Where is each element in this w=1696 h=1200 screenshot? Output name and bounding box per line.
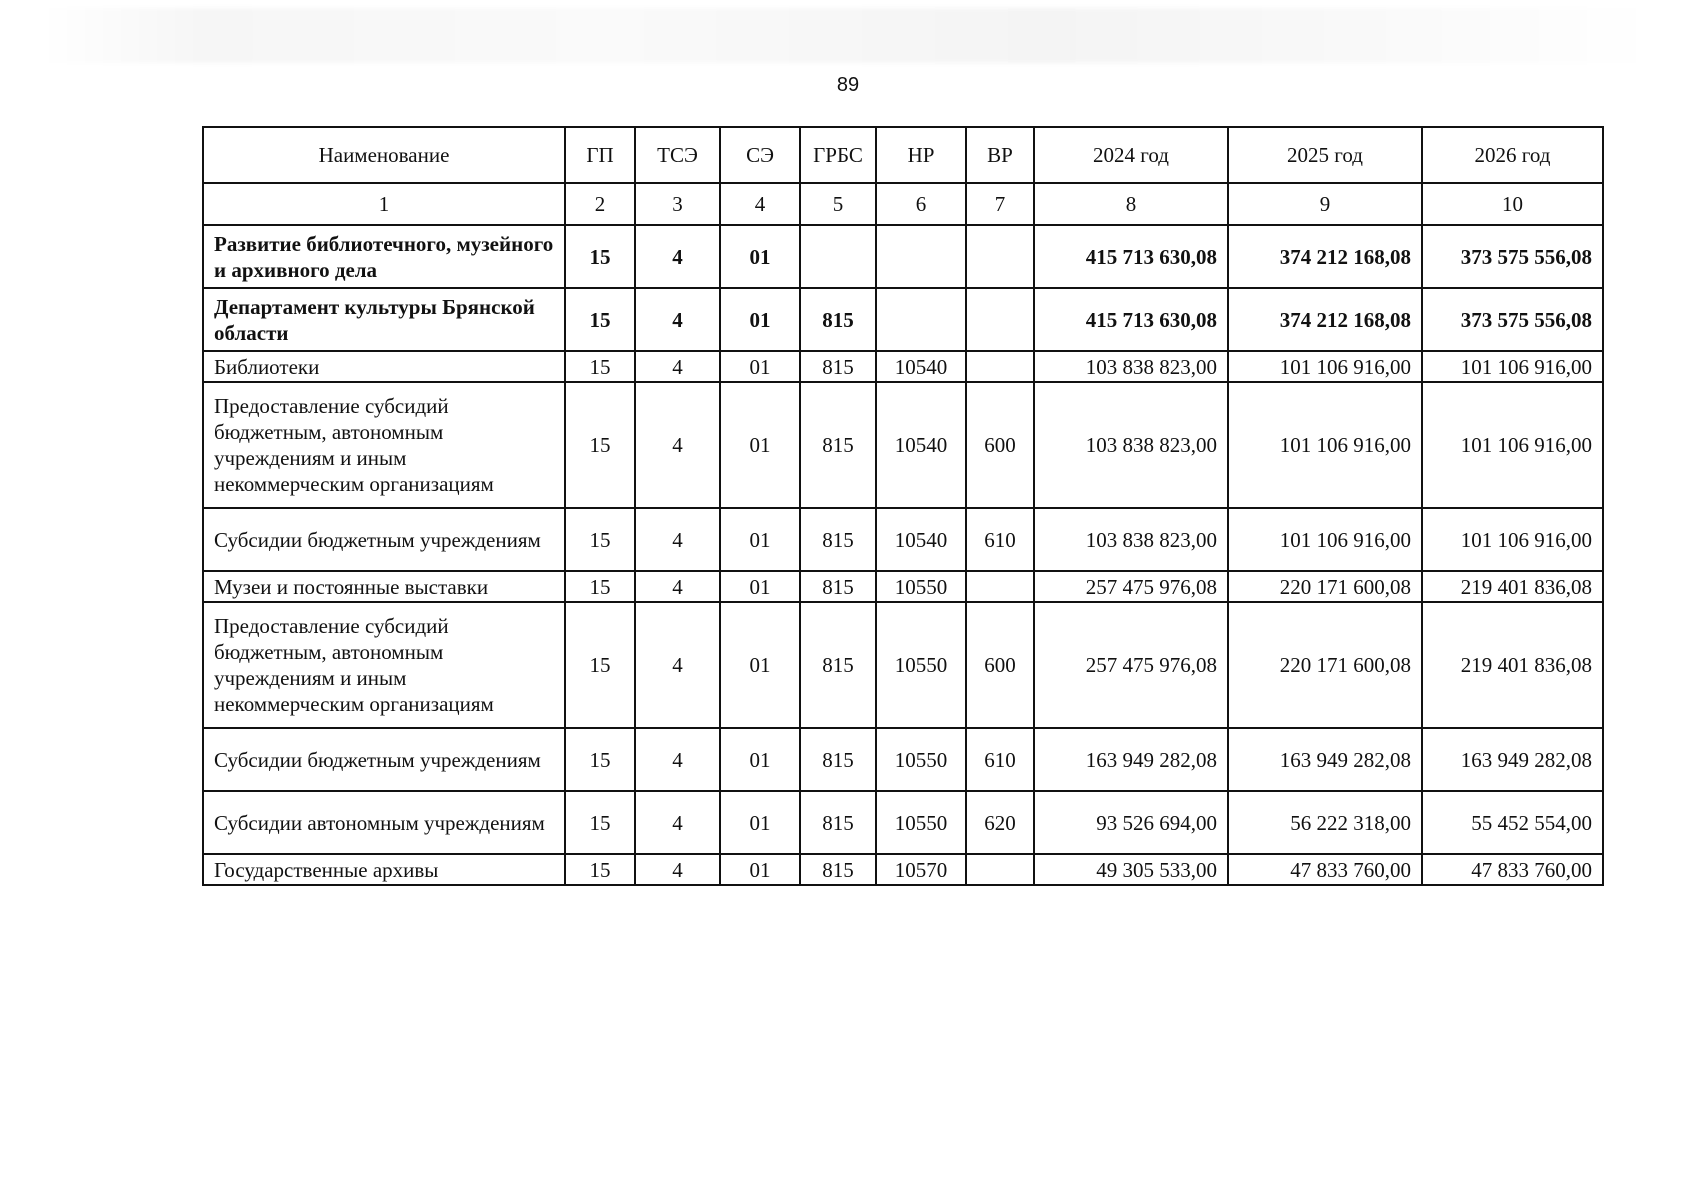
table-row — [203, 728, 1603, 791]
row-nr: 10540 — [876, 351, 966, 382]
page-number: 89 — [836, 74, 860, 96]
row-grbs: 815 — [800, 728, 876, 791]
row-vr: 610 — [966, 728, 1034, 791]
row-amount-2025: 101 106 916,00 — [1228, 351, 1422, 382]
table-row — [203, 382, 1603, 508]
row-grbs: 815 — [800, 791, 876, 854]
row-tse: 4 — [635, 508, 720, 571]
row-grbs: 815 — [800, 351, 876, 382]
row-amount-2025: 374 212 168,08 — [1228, 225, 1422, 288]
row-se: 01 — [720, 728, 800, 791]
row-vr: 610 — [966, 508, 1034, 571]
row-grbs: 815 — [800, 854, 876, 885]
row-nr — [876, 225, 966, 288]
row-amount-2025: 101 106 916,00 — [1228, 382, 1422, 508]
header-2025: 2025 год — [1228, 127, 1422, 183]
row-vr — [966, 225, 1034, 288]
header-nr: НР — [876, 127, 966, 183]
row-vr — [966, 288, 1034, 351]
column-number: 5 — [800, 183, 876, 225]
row-se: 01 — [720, 351, 800, 382]
row-amount-2024: 103 838 823,00 — [1034, 351, 1228, 382]
row-amount-2025: 101 106 916,00 — [1228, 508, 1422, 571]
row-vr — [966, 351, 1034, 382]
column-number: 2 — [565, 183, 635, 225]
row-amount-2026: 101 106 916,00 — [1422, 382, 1603, 508]
row-gp: 15 — [565, 791, 635, 854]
row-amount-2024: 257 475 976,08 — [1034, 602, 1228, 728]
row-name: Департамент культуры Брянской области — [203, 288, 565, 351]
row-amount-2025: 220 171 600,08 — [1228, 571, 1422, 602]
row-nr: 10550 — [876, 602, 966, 728]
row-amount-2024: 103 838 823,00 — [1034, 508, 1228, 571]
header-row — [203, 127, 1603, 183]
row-name: Музеи и постоянные выставки — [203, 571, 565, 602]
row-se: 01 — [720, 288, 800, 351]
header-grbs: ГРБС — [800, 127, 876, 183]
row-nr: 10550 — [876, 571, 966, 602]
row-amount-2025: 374 212 168,08 — [1228, 288, 1422, 351]
table-row — [203, 791, 1603, 854]
row-nr: 10570 — [876, 854, 966, 885]
row-amount-2024: 257 475 976,08 — [1034, 571, 1228, 602]
row-gp: 15 — [565, 854, 635, 885]
row-amount-2024: 93 526 694,00 — [1034, 791, 1228, 854]
row-tse: 4 — [635, 225, 720, 288]
row-se: 01 — [720, 602, 800, 728]
table-row — [203, 602, 1603, 728]
row-vr: 600 — [966, 602, 1034, 728]
row-grbs: 815 — [800, 288, 876, 351]
row-name: Субсидии автономным учреждениям — [203, 791, 565, 854]
row-amount-2026: 47 833 760,00 — [1422, 854, 1603, 885]
budget-table — [202, 126, 1604, 886]
row-grbs: 815 — [800, 602, 876, 728]
row-gp: 15 — [565, 728, 635, 791]
row-amount-2024: 415 713 630,08 — [1034, 288, 1228, 351]
row-se: 01 — [720, 791, 800, 854]
table-row — [203, 571, 1603, 602]
row-vr — [966, 571, 1034, 602]
row-tse: 4 — [635, 728, 720, 791]
row-name: Предоставление субсидий бюджетным, автономным учреждениям и иным некоммерческим организациям — [203, 382, 565, 508]
column-number: 4 — [720, 183, 800, 225]
table-row — [203, 351, 1603, 382]
header-name: Наименование — [203, 127, 565, 183]
row-se: 01 — [720, 571, 800, 602]
header-vr: ВР — [966, 127, 1034, 183]
row-se: 01 — [720, 854, 800, 885]
row-amount-2026: 101 106 916,00 — [1422, 508, 1603, 571]
row-grbs: 815 — [800, 382, 876, 508]
row-se: 01 — [720, 508, 800, 571]
row-amount-2024: 163 949 282,08 — [1034, 728, 1228, 791]
row-nr: 10540 — [876, 382, 966, 508]
row-amount-2026: 219 401 836,08 — [1422, 571, 1603, 602]
column-number: 6 — [876, 183, 966, 225]
row-amount-2026: 219 401 836,08 — [1422, 602, 1603, 728]
header-gp: ГП — [565, 127, 635, 183]
row-vr: 600 — [966, 382, 1034, 508]
table-row — [203, 225, 1603, 288]
row-tse: 4 — [635, 571, 720, 602]
column-number: 8 — [1034, 183, 1228, 225]
column-number: 9 — [1228, 183, 1422, 225]
row-name: Развитие библиотечного, музейного и архивного дела — [203, 225, 565, 288]
row-nr — [876, 288, 966, 351]
row-name: Субсидии бюджетным учреждениям — [203, 508, 565, 571]
row-nr: 10550 — [876, 791, 966, 854]
header-2026: 2026 год — [1422, 127, 1603, 183]
row-amount-2026: 55 452 554,00 — [1422, 791, 1603, 854]
header-2024: 2024 год — [1034, 127, 1228, 183]
row-amount-2024: 103 838 823,00 — [1034, 382, 1228, 508]
row-gp: 15 — [565, 508, 635, 571]
row-gp: 15 — [565, 382, 635, 508]
row-amount-2026: 163 949 282,08 — [1422, 728, 1603, 791]
row-tse: 4 — [635, 602, 720, 728]
row-grbs: 815 — [800, 571, 876, 602]
row-tse: 4 — [635, 382, 720, 508]
row-gp: 15 — [565, 351, 635, 382]
row-gp: 15 — [565, 225, 635, 288]
row-amount-2026: 373 575 556,08 — [1422, 288, 1603, 351]
row-name: Государственные архивы — [203, 854, 565, 885]
row-tse: 4 — [635, 791, 720, 854]
row-tse: 4 — [635, 288, 720, 351]
row-amount-2025: 220 171 600,08 — [1228, 602, 1422, 728]
row-vr: 620 — [966, 791, 1034, 854]
row-grbs: 815 — [800, 508, 876, 571]
row-se: 01 — [720, 225, 800, 288]
scan-shadow — [40, 8, 1660, 63]
column-number: 7 — [966, 183, 1034, 225]
row-amount-2026: 373 575 556,08 — [1422, 225, 1603, 288]
table-row — [203, 288, 1603, 351]
row-name: Библиотеки — [203, 351, 565, 382]
row-tse: 4 — [635, 854, 720, 885]
column-number: 3 — [635, 183, 720, 225]
row-se: 01 — [720, 382, 800, 508]
row-vr — [966, 854, 1034, 885]
row-name: Субсидии бюджетным учреждениям — [203, 728, 565, 791]
row-nr: 10540 — [876, 508, 966, 571]
row-gp: 15 — [565, 602, 635, 728]
row-nr: 10550 — [876, 728, 966, 791]
header-se: СЭ — [720, 127, 800, 183]
table-row — [203, 854, 1603, 885]
row-name: Предоставление субсидий бюджетным, автономным учреждениям и иным некоммерческим организациям — [203, 602, 565, 728]
row-tse: 4 — [635, 351, 720, 382]
row-amount-2024: 49 305 533,00 — [1034, 854, 1228, 885]
row-amount-2025: 56 222 318,00 — [1228, 791, 1422, 854]
row-gp: 15 — [565, 571, 635, 602]
column-number: 1 — [203, 183, 565, 225]
column-number: 10 — [1422, 183, 1603, 225]
row-amount-2026: 101 106 916,00 — [1422, 351, 1603, 382]
row-amount-2024: 415 713 630,08 — [1034, 225, 1228, 288]
header-tse: ТСЭ — [635, 127, 720, 183]
table-row — [203, 508, 1603, 571]
row-amount-2025: 163 949 282,08 — [1228, 728, 1422, 791]
column-number-row — [203, 183, 1603, 225]
row-gp: 15 — [565, 288, 635, 351]
row-grbs — [800, 225, 876, 288]
row-amount-2025: 47 833 760,00 — [1228, 854, 1422, 885]
